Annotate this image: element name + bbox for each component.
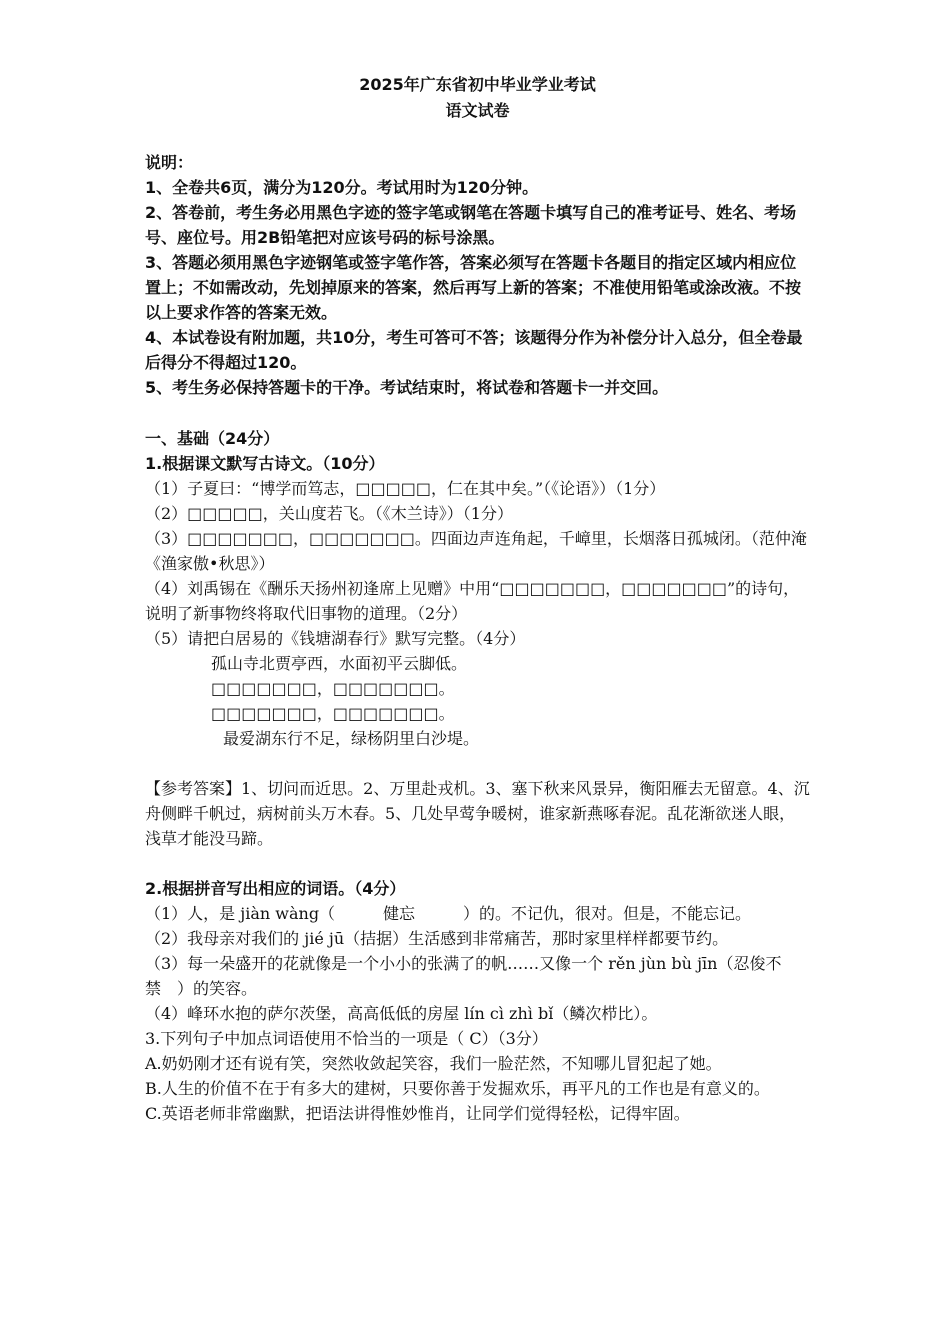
spacer <box>145 751 810 776</box>
question-1 <box>145 451 810 851</box>
instruction-item: 4、本试卷设有附加题，共10分，考生可答可不答；该题得分作为补偿分计入总分，但全卷最后得分不得超过120。 <box>145 328 803 372</box>
section-basics <box>145 426 810 1126</box>
reference-answer: 【参考答案】1、切问而近思。2、万里赴戎机。3、塞下秋来风景异，衡阳雁去无留意。4、沉舟侧畔千帆过，病树前头万木春。5、几处早莺争暖树，谁家新燕啄春泥。乱花渐欲迷人眼，浅草才能没马蹄。 <box>145 779 810 848</box>
question-2-item: （2）我母亲对我们的 jié jū（拮据）生活感到非常痛苦，那时家里样样都要节约。 <box>145 929 729 948</box>
instruction-item: 1、全卷共6页，满分为120分。考试用时为120分钟。 <box>145 178 539 197</box>
poem-line: □□□□□□□，□□□□□□□。 <box>211 704 455 723</box>
question-2-item: （1）人，是 jiàn wàng（ 健忘 ）的。不记仇，很对。但是，不能忘记。 <box>145 904 752 923</box>
question-1-heading: 1.根据课文默写古诗文。（10分） <box>145 454 385 473</box>
instruction-item: 3、答题必须用黑色字迹钢笔或签字笔作答，答案必须写在答题卡各题目的指定区域内相应位置上；不如需改动，先划掉原来的答案，然后再写上新的答案；不准使用铅笔或涂改液。不按以上要求作答的答案无效。 <box>145 253 802 322</box>
question-3 <box>145 1026 810 1126</box>
poem-line: □□□□□□□，□□□□□□□。 <box>211 679 455 698</box>
question-1-item: （2）□□□□□，关山度若飞。（《木兰诗》）（1分） <box>145 504 513 523</box>
instructions-heading: 说明： <box>145 153 194 172</box>
question-3-heading: 3.下列句子中加点词语使用不恰当的一项是（ C）（3分） <box>145 1029 548 1048</box>
instruction-item: 2、答卷前，考生务必用黑色字迹的签字笔或钢笔在答题卡填写自己的准考证号、姓名、考场号、座位号。用2B铅笔把对应该号码的标号涂黑。 <box>145 203 797 247</box>
instructions <box>145 150 810 400</box>
question-3-option: B.人生的价值不在于有多大的建树，只要你善于发掘欢乐，再平凡的工作也是有意义的。 <box>145 1079 770 1098</box>
spacer <box>145 851 810 876</box>
question-1-item: （1）子夏曰：“博学而笃志，□□□□□，仁在其中矣。”（《论语》）（1分） <box>145 479 666 498</box>
question-1-item: （5）请把白居易的《钱塘湖春行》默写完整。（4分） <box>145 629 526 648</box>
section-heading: 一、基础（24分） <box>145 429 280 448</box>
question-3-option: C.英语老师非常幽默，把语法讲得惟妙惟肖，让同学们觉得轻松，记得牢固。 <box>145 1104 690 1123</box>
title-line-1: 2025年广东省初中毕业学业考试 <box>359 75 596 94</box>
poem-line: 孤山寺北贾亭西，水面初平云脚低。 <box>211 654 468 673</box>
question-3-option: A.奶奶刚才还有说有笑，突然收敛起笑容，我们一脸茫然，不知哪儿冒犯起了她。 <box>145 1054 722 1073</box>
question-2-item: （3）每一朵盛开的花就像是一个小小的张满了的帆……又像一个 rěn jùn bù jīn（忍俊不禁 ）的笑容。 <box>145 954 782 998</box>
question-2 <box>145 876 810 1026</box>
question-2-item: （4）峰环水抱的萨尔茨堡，高高低低的房屋 lín cì zhì bǐ（鳞次栉比）。 <box>145 1004 658 1023</box>
exam-title <box>145 72 810 124</box>
question-1-item: （4）刘禹锡在《酬乐天扬州初逢席上见赠》中用“□□□□□□□，□□□□□□□”的诗句，说明了新事物终将取代旧事物的道理。（2分） <box>145 579 800 623</box>
question-2-heading: 2.根据拼音写出相应的词语。（4分） <box>145 879 406 898</box>
poem-line: 最爱湖东行不足，绿杨阴里白沙堤。 <box>223 729 480 748</box>
exam-page <box>145 72 810 1126</box>
instruction-item: 5、考生务必保持答题卡的干净。考试结束时，将试卷和答题卡一并交回。 <box>145 378 669 397</box>
question-1-item: （3）□□□□□□□，□□□□□□□。四面边声连角起，千嶂里，长烟落日孤城闭。（范仲淹《渔家傲•秋思》） <box>145 529 807 573</box>
title-line-2: 语文试卷 <box>445 101 510 120</box>
